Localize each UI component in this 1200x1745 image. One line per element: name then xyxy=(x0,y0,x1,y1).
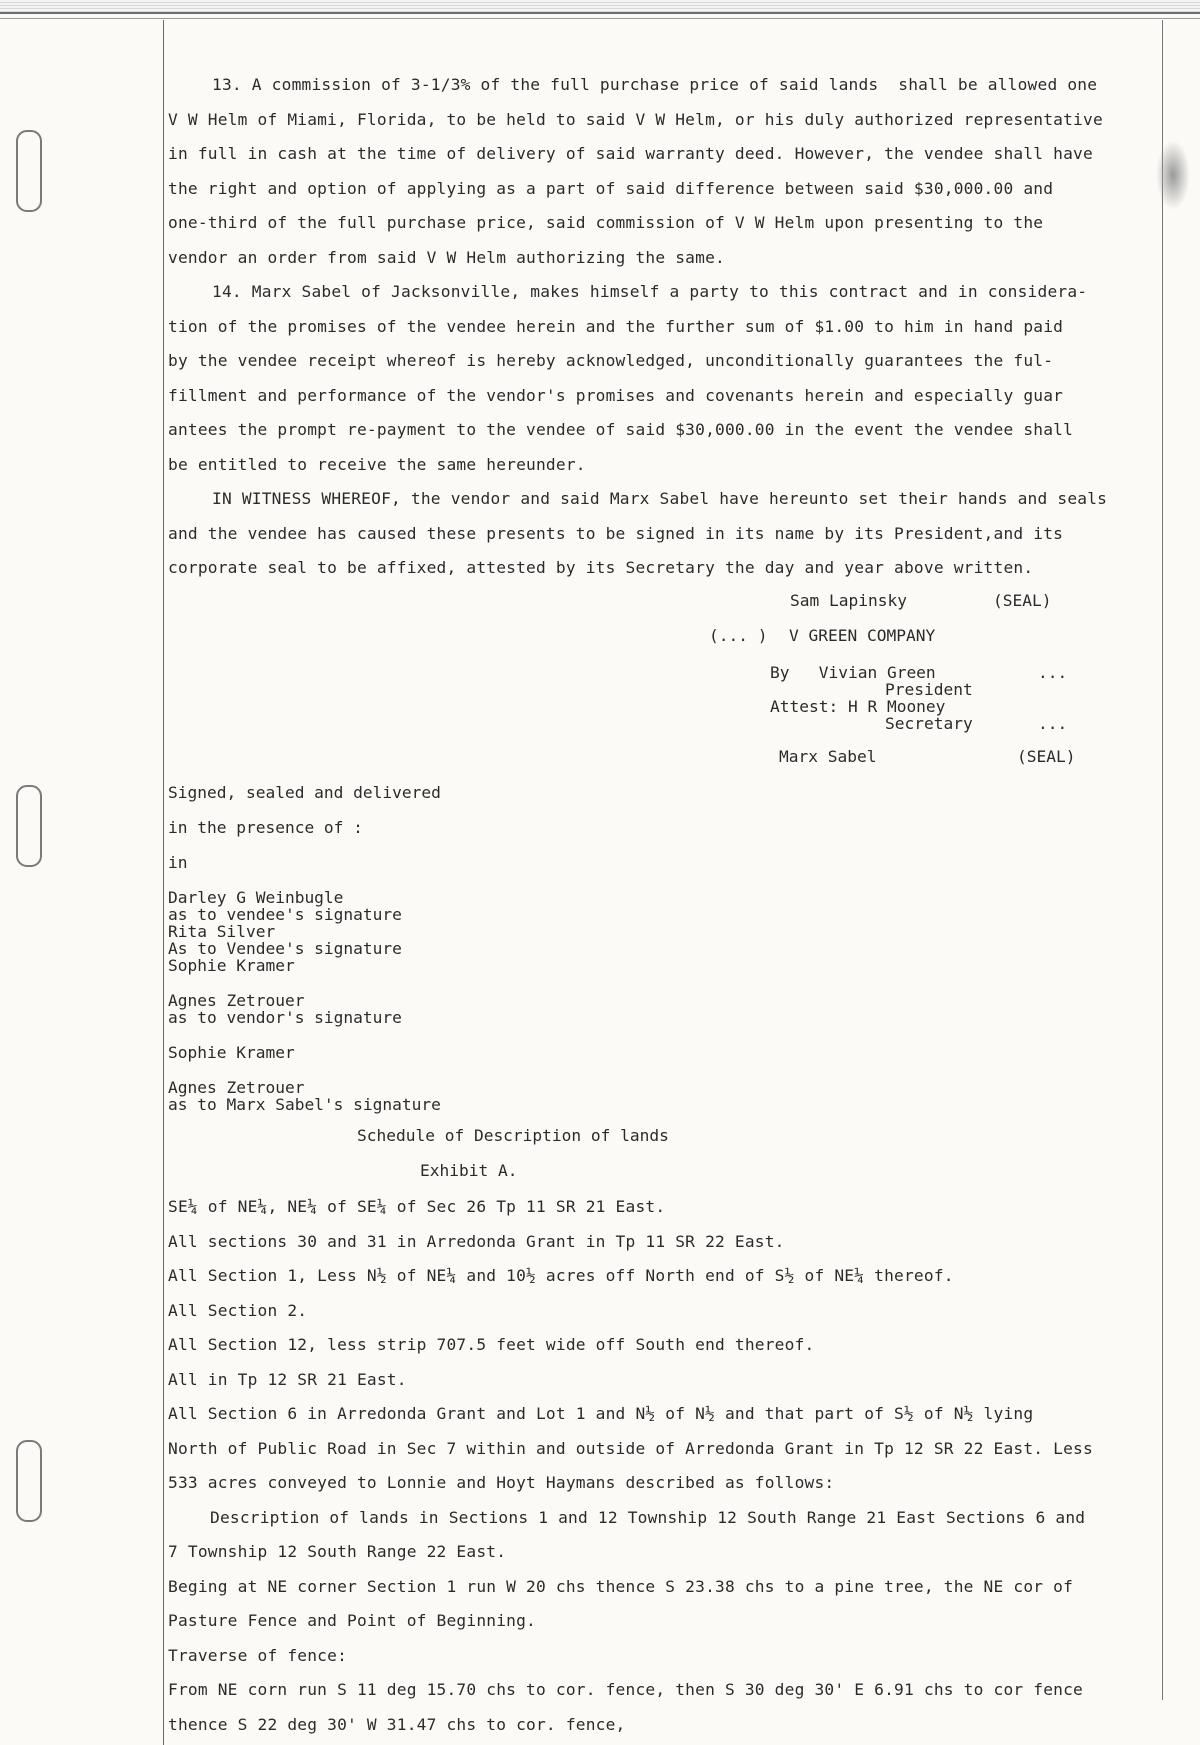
description-line: Traverse of fence: xyxy=(168,1645,348,1665)
vendor-seal: (SEAL) xyxy=(993,591,1052,610)
witness-name: Sophie Kramer xyxy=(168,1043,295,1062)
witness-role: As to Vendee's signature xyxy=(168,939,402,958)
description-line: Pasture Fence and Point of Beginning. xyxy=(168,1611,536,1630)
secretary-dots: ... xyxy=(1038,714,1068,733)
witness-name: Agnes Zetrouer xyxy=(168,1078,305,1097)
description-line: Beging at NE corner Section 1 run W 20 chs thence S 23.38 chs to a pine tree, the NE cor of xyxy=(168,1576,1074,1596)
land-description xyxy=(168,1190,1160,1742)
presence-of: in the presence of : xyxy=(168,818,363,837)
left-margin-line xyxy=(163,20,164,1745)
vendor-signature: Sam Lapinsky xyxy=(790,591,907,610)
witness-clause-line: IN WITNESS WHEREOF, the vendor and said Marx Sabel have hereunto set their hands and seals xyxy=(212,489,1108,508)
in-label: in xyxy=(168,853,188,872)
president-signature: By Vivian Green xyxy=(770,663,936,682)
binder-hole xyxy=(16,130,42,212)
description-line: thence S 22 deg 30' W 31.47 chs to cor. fence, xyxy=(168,1714,626,1734)
paragraph-13-line: in full in cash at the time of delivery of said warranty deed. However, the vendee shall have xyxy=(168,144,1093,163)
description-line: All sections 30 and 31 in Arredonda Grant in Tp 11 SR 22 East. xyxy=(168,1231,785,1251)
president-title: President xyxy=(885,680,973,699)
paragraph-13-line: one-third of the full purchase price, said commission of V W Helm upon presenting to the xyxy=(168,213,1044,232)
witness-name: Agnes Zetrouer xyxy=(168,991,305,1010)
witness-clause-line: and the vendee has caused these presents to be signed in its name by its President,and its xyxy=(168,523,1064,543)
paragraph-13-line: the right and option of applying as a part of said difference between said $30,000.00 and xyxy=(168,178,1054,198)
description-line: SE¼ of NE¼, NE¼ of SE¼ of Sec 26 Tp 11 SR 21 East. xyxy=(168,1197,666,1216)
description-line: All Section 12, less strip 707.5 feet wide off South end thereof. xyxy=(168,1335,815,1354)
description-line: All Section 2. xyxy=(168,1300,308,1320)
witness-role: as to vendor's signature xyxy=(168,1008,402,1027)
binder-hole xyxy=(16,1440,42,1522)
paragraph-14-line: by the vendee receipt whereof is hereby acknowledged, unconditionally guarantees the ful- xyxy=(168,351,1054,370)
description-line: All Section 1, Less N½ of NE¼ and 10½ acres off North end of S½ of NE¼ thereof. xyxy=(168,1266,954,1285)
binder-hole xyxy=(16,785,42,867)
company-name: V GREEN COMPANY xyxy=(789,626,936,645)
guarantor-signature: Marx Sabel xyxy=(779,747,877,766)
description-line: From NE corn run S 11 deg 15.70 chs to cor. fence, then S 30 deg 30' E 6.91 chs to cor fence xyxy=(168,1680,1084,1699)
company-marker: (... ) xyxy=(709,626,768,645)
description-line: Description of lands in Sections 1 and 12 Township 12 South Range 21 East Sections 6 and xyxy=(210,1507,1086,1527)
paragraph-13-line: V W Helm of Miami, Florida, to be held to said V W Helm, or his duly authorized representative xyxy=(168,109,1103,129)
right-page-edge xyxy=(1162,20,1163,1700)
paragraph-13-line: vendor an order from said V W Helm authorizing the same. xyxy=(168,247,725,267)
paragraph-14-line: fillment and performance of the vendor's promises and covenants herein and especially guar xyxy=(168,385,1064,405)
witness-name: Darley G Weinbugle xyxy=(168,888,344,907)
witness-name: Sophie Kramer xyxy=(168,956,295,975)
witness-name: Rita Silver xyxy=(168,922,276,941)
attest-signature: Attest: H R Mooney xyxy=(770,697,946,716)
witness-role: as to vendee's signature xyxy=(168,905,402,924)
guarantor-seal: (SEAL) xyxy=(1017,747,1076,766)
paragraph-13-line: 13. A commission of 3-1/3% of the full purchase price of said lands shall be allowed one xyxy=(212,75,1098,94)
description-line: North of Public Road in Sec 7 within and outside of Arredonda Grant in Tp 12 SR 22 East. Less xyxy=(168,1438,1093,1458)
description-line: All in Tp 12 SR 21 East. xyxy=(168,1369,407,1389)
paragraph-14-line: be entitled to receive the same hereunder. xyxy=(168,454,586,474)
schedule-title: Schedule of Description of lands xyxy=(357,1126,669,1145)
secretary-title: Secretary xyxy=(885,714,973,733)
witness-role: as to Marx Sabel's signature xyxy=(168,1095,441,1114)
exhibit-label: Exhibit A. xyxy=(420,1161,518,1180)
paragraph-14-line: antees the prompt re-payment to the vendee of said $30,000.00 in the event the vendee shall xyxy=(168,420,1074,439)
witness-clause-line: corporate seal to be affixed, attested by its Secretary the day and year above written. xyxy=(168,558,1034,577)
top-border xyxy=(0,0,1200,14)
contract-body xyxy=(168,68,1160,586)
paragraph-14-line: 14. Marx Sabel of Jacksonville, makes himself a party to this contract and in considera- xyxy=(212,282,1088,301)
ink-smudge xyxy=(1156,140,1190,210)
description-line: All Section 6 in Arredonda Grant and Lot 1 and N½ of N½ and that part of S½ of N½ lying xyxy=(168,1404,1034,1423)
president-dots: ... xyxy=(1038,663,1068,682)
description-line: 7 Township 12 South Range 22 East. xyxy=(168,1542,507,1561)
signed-sealed-delivered: Signed, sealed and delivered xyxy=(168,783,441,802)
paragraph-14-line: tion of the promises of the vendee herein and the further sum of $1.00 to him in hand paid xyxy=(168,316,1064,336)
description-line: 533 acres conveyed to Lonnie and Hoyt Haymans described as follows: xyxy=(168,1473,835,1492)
top-border-line xyxy=(0,18,1200,19)
